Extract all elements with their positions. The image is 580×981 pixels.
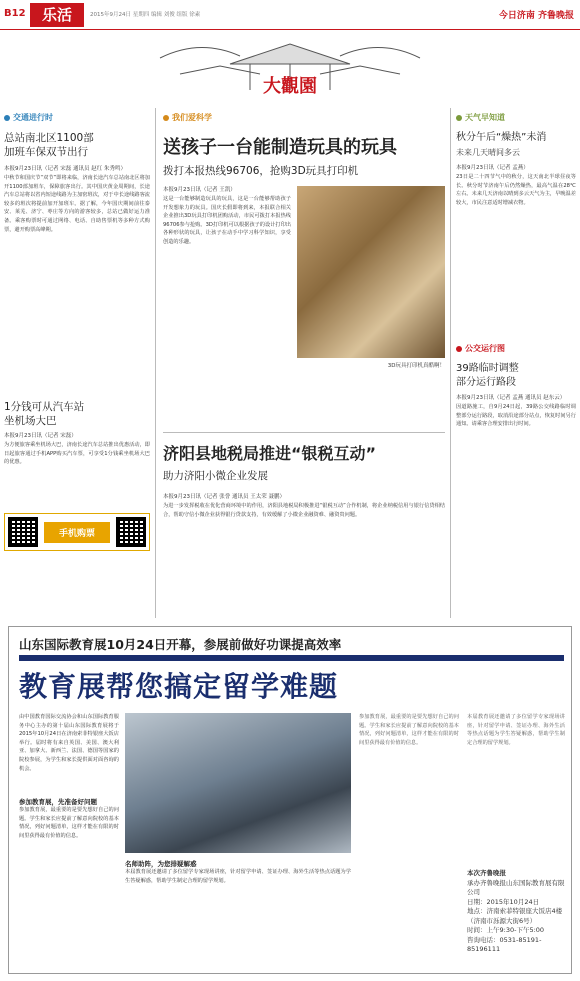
info-line: 日期：2015年10月24日 (467, 897, 540, 906)
byline: 本报9月23日讯（记者 王凯） (163, 187, 236, 193)
center-top-article (163, 112, 445, 373)
banner-illustration (140, 30, 440, 104)
newspaper-brand: 今日济南 齐鲁晚报 (498, 11, 574, 21)
ad-top-line: 山东国际教育展10月24日开幕，参展前做好功课提高效率 (19, 637, 342, 652)
article-body: 这是一台能够制造玩具的玩具，这是一台能够帮助孩子开发想象力的玩具。国庆长假即将到来，本报联合相关企业推出3D玩具打印机团购活动，市民可拨打本报热线96706参与抢购。3D打印机可以根据孩子的设计打印出各种形状的玩具，让孩子在动手中学习科学知识，享受创造的乐趣。 (163, 196, 291, 245)
bullet-icon (4, 115, 10, 121)
headline: 坐机场大巴 (4, 415, 57, 427)
ad-col-1 (19, 713, 119, 956)
headline: 送孩子一台能制造玩具的玩具 (163, 137, 397, 158)
ad-col-3 (359, 713, 459, 963)
section-title: 乐活 (30, 3, 84, 27)
qr-label: 手机购票 (44, 522, 110, 543)
ad-info-col (467, 713, 565, 955)
banner-title: 大觀園 (263, 76, 317, 97)
article-body: 因道路施工，自9月24日起，39路公交线路临时调整部分运行路段，取消沿途部分站点，恢复时间另行通知。请乘客合理安排出行时间。 (456, 404, 576, 428)
photo-caption: 3D玩具打印机真酷啊！ (387, 363, 445, 369)
bullet-icon (456, 346, 462, 352)
ad-body: 本届教育展还邀请了多位留学专家现场讲座，针对留学申请、签证办理、海外生活等热点话题为学生答疑解惑，帮助学生制定合理的留学规划。 (467, 714, 565, 746)
right-column (456, 112, 576, 535)
info-line: （济南市泺源大街6号） (467, 916, 537, 925)
article-body: 23日是二十四节气中的秋分，这天南北半球昼夜等长。秋分时节济南午后仍然燥热，最高气温在28℃左右。未来几天济南以晴到多云天气为主，早晚温差较大，市民注意适时增减衣物。 (456, 174, 576, 206)
qr-code-icon (8, 517, 38, 547)
headline: 39路临时调整 (456, 363, 519, 374)
headline: 济阳县地税局推进“银税互动” (163, 444, 377, 463)
headline: 总站南北区1100部 (4, 132, 94, 144)
info-line: 咨询电话：0531-85191-85196111 (467, 935, 542, 953)
info-line: 时间：上午9:30-下午5:00 (467, 926, 545, 934)
byline: 本报9月23日讯（记者 孟燕 通讯员 赵东云） (456, 395, 566, 401)
article-body: 为进一步发挥税收在优化营商环境中的作用，济阳县地税局积极推进“银税互动”合作机制，将企业纳税信用与银行信贷相结合，帮助守信小微企业获得银行贷款支持，有效缓解了小微企业融资难、融资贵问题。 (163, 503, 445, 518)
article-body: 为方便旅客乘坐机场大巴，济南长途汽车总站推出优惠活动，即日起旅客通过手机APP购买汽车票，可享受1分钱乘坐机场大巴的优惠。 (4, 442, 150, 466)
ad-body: 参加教育展，最重要的是要先想好自己的问题。学生和家长应提前了解意向院校的基本情况，列好问题清单，这样才能在有限的时间里获得最有价值的信息。 (359, 714, 459, 746)
subheadline: 助力济阳小微企业发展 (163, 470, 268, 482)
column-divider-left (155, 108, 156, 618)
article-body: 中秋节和国庆节“双节”即将来临，济南长途汽车总站南北区将加开1100部加班车，保障旅客出行。其中国庆黄金周期间，长途汽车总站将以省内短途线路为主加密班次，对于中长途线路客流较多的班次将提前加开加班车。据了解，今年国庆期间前往泰安、莱芜、济宁、枣庄等方向的游客较多，总站已做好运力准备。乘客购票时可通过网络、电话、自助售票机等多种方式购票，避开购票高峰期。 (4, 175, 150, 233)
ad-body: 由中国教育国际交流协会和山东国际教育服务中心主办的第十届山东国际教育展将于2015年10月24日在济南索菲特银座大饭店举行。届时将有来自英国、美国、澳大利亚、加拿大、新西兰、法国、德国等国家的院校参展，为学生和家长提供面对面咨询的机会。 (19, 714, 119, 772)
bullet-icon (163, 115, 169, 121)
column-divider-right (450, 108, 451, 618)
ad-body: 本届教育展还邀请了多位留学专家现场讲座，针对留学申请、签证办理、海外生活等热点话题为学生答疑解惑，帮助学生制定合理的留学规划。 (125, 869, 351, 884)
headline: 加班车保双节出行 (4, 146, 88, 158)
expo-photo (125, 713, 351, 853)
byline: 本报9月23日讯（记者 宋磊 通讯员 赵红 朱秀鸣） (4, 166, 126, 172)
byline: 本报9月23日讯（记者 张誉 通讯员 王太荣 聂鹏） (163, 494, 285, 500)
ad-section-title: 参加教育展，先准备好问题 (19, 798, 97, 806)
qr-ad (4, 513, 150, 551)
ad-big-title: 教育展帮您搞定留学难题 (19, 670, 339, 703)
page-number: B12 (4, 8, 26, 19)
ad-section-title: 名师助阵，为您排疑解惑 (125, 860, 197, 868)
info-title: 本次齐鲁晚报 (467, 869, 506, 877)
kicker-bus: 公交运行图 (456, 343, 576, 354)
headline: 1分钱可从汽车站 (4, 401, 85, 413)
info-line: 地点：济南索菲特银座大饭店4楼 (467, 907, 563, 915)
education-expo-ad (8, 626, 572, 974)
qr-code-icon (116, 517, 146, 547)
printer-photo (297, 186, 445, 358)
center-mid-article (163, 432, 445, 612)
subheadline: 拨打本报热线96706，抢购3D玩具打印机 (163, 165, 359, 177)
bullet-icon (456, 115, 462, 121)
byline: 本报9月23日讯（记者 孟燕） (456, 165, 529, 171)
kicker-traffic: 交通进行时 (4, 112, 150, 123)
headline: 部分运行路段 (456, 377, 516, 388)
left-column (4, 112, 150, 551)
date-line: 2015年9月24日 星期四 编辑 刘俊 组版 徐素 (90, 12, 201, 18)
kicker-science: 我们爱科学 (163, 112, 445, 123)
kicker-weather: 天气早知道 (456, 112, 576, 123)
info-line: 承办齐鲁晚报山东国际教育展有限公司 (467, 878, 565, 896)
ad-divider-bar (19, 655, 564, 661)
ad-col-2 (125, 859, 351, 958)
subheadline: 未来几天晴间多云 (456, 148, 520, 157)
article-row (163, 186, 445, 373)
page-header (0, 0, 580, 30)
byline: 本报9月23日讯（记者 宋磊） (4, 433, 77, 439)
headline: 秋分午后“燥热”未消 (456, 132, 547, 143)
ad-body: 参加教育展，最重要的是要先想好自己的问题。学生和家长应提前了解意向院校的基本情况，列好问题清单，这样才能在有限的时间里获得最有价值的信息。 (19, 807, 119, 839)
